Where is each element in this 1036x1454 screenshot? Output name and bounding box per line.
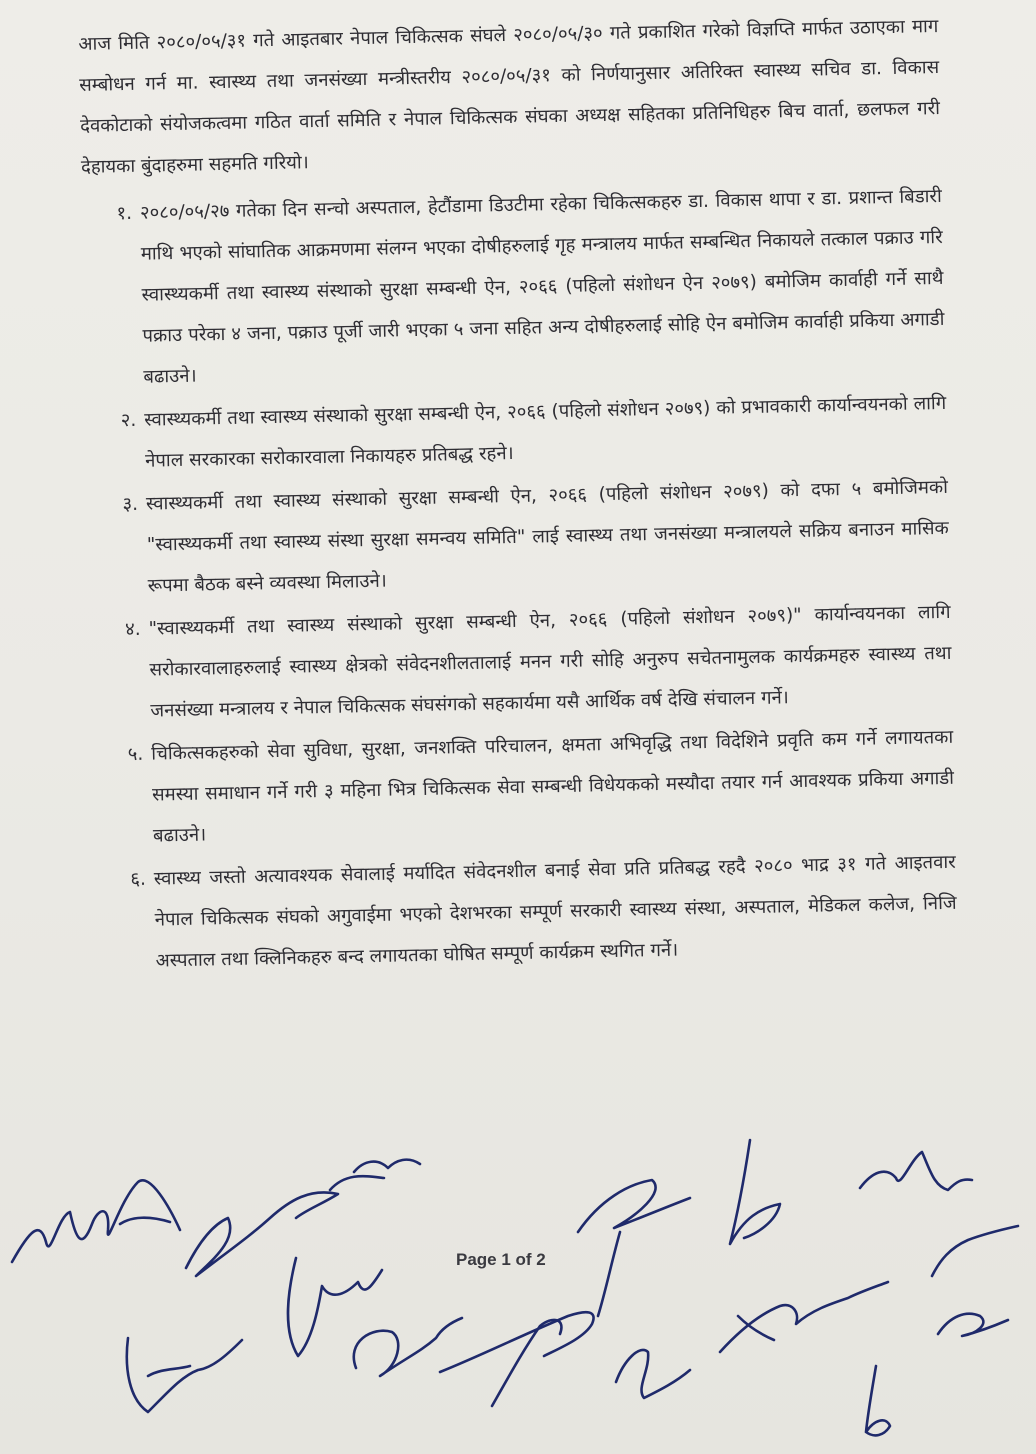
point-text: स्वास्थ्यकर्मी तथा स्वास्थ्य संस्थाको सुरक्षा सम्बन्धी ऐन, २०६६ (पहिलो संशोधन २०७९) को दफा ५ बमोजिमको "स्वास्थ्यकर्मी तथा स्वास्थ्य संस्था सुरक्षा समन्वय समिति" लाई स्वास्थ्य तथा जनसंख्या मन्त्रालयले सक्रिय बनाउन मासिक रूपमा बैठक बस्ने व्यवस्था मिलाउने। <box>145 476 949 597</box>
agreement-points <box>82 176 958 983</box>
signature-5 <box>127 1338 242 1412</box>
list-item <box>82 176 946 399</box>
signature-13 <box>866 1366 890 1435</box>
signature-2 <box>186 1176 384 1276</box>
signature-14 <box>932 1226 1018 1336</box>
list-item <box>88 467 950 608</box>
signature-12 <box>720 1282 888 1352</box>
point-text: "स्वास्थ्यकर्मी तथा स्वास्थ्य संस्थाको सुरक्षा सम्बन्धी ऐन, २०६६ (पहिलो संशोधन २०७९)" कार्यान्वयनका लागि सरोकारवालाहरुलाई स्वास्थ्य क्षेत्रको संवेदनशीलतालाई मनन गरी सोहि अनुरुप सचेतनामुलक कार्यक्रमहरु स्वास्थ्य तथा जनसंख्या मन्त्रालय र नेपाल चिकित्सक संघसंगको सहकार्यमा यसै आर्थिक वर्ष देखि संचालन गर्ने। <box>148 601 952 722</box>
intro-paragraph: आज मिति २०८०/०५/३१ गते आइतबार नेपाल चिकित्सक संघले २०८०/०५/३० गते प्रकाशित गरेको विज्ञप्ति मार्फत उठाएका माग सम्बोधन गर्न मा. स्वास्थ्य तथा जनसंख्या मन्त्रीस्तरीय २०८०/०५/३१ को निर्णयानुसार अतिरिक्त स्वास्थ्य सचिव डा. विकास देवकोटाको संयोजकत्वमा गठित वार्ता समिति र नेपाल चिकित्सक संघका अध्यक्ष सहितका प्रतिनिधिहरु बिच वार्ता, छलफल गरी देहायका बुंदाहरुमा सहमति गरियो। <box>78 15 941 178</box>
point-number: ३. <box>122 493 139 516</box>
point-number: १. <box>116 202 133 225</box>
list-item <box>86 383 948 483</box>
point-number: ५. <box>127 743 144 766</box>
page-number: Page 1 of 2 <box>456 1250 546 1269</box>
signatures-area <box>0 1120 1036 1454</box>
signature-9 <box>730 1140 780 1244</box>
signature-7 <box>440 1312 594 1406</box>
signature-10 <box>860 1152 972 1190</box>
signature-4 <box>288 1258 382 1356</box>
point-text: स्वास्थ्यकर्मी तथा स्वास्थ्य संस्थाको सुरक्षा सम्बन्धी ऐन, २०६६ (पहिलो संशोधन २०७९) को प्रभावकारी कार्यान्वयनको लागि नेपाल सरकारका सरोकारवाला निकायहरु प्रतिबद्ध रहने। <box>144 392 947 472</box>
point-text: २०८०/०५/२७ गतेका दिन सन्चो अस्पताल, हेटौंडामा डिउटीमा रहेका चिकित्सकहरु डा. विकास थापा र डा. प्रशान्त बिडारी माथि भएको सांघातिक आक्रमणमा संलग्न भएका दोषीहरुलाई गृह मन्त्रालय मार्फत सम्बन्धित निकायले तत्काल पक्राउ गरि स्वास्थ्यकर्मी तथा स्वास्थ्य संस्थाको सुरक्षा सम्बन्धी ऐन, २०६६ (पहिलो संशोधन ऐन २०७९) बमोजिम कार्वाही गर्ने साथै पक्राउ परेका ४ जना, पक्राउ पूर्जी जारी भएका ५ जना सहित अन्य दोषीहरुलाई सोहि ऐन बमोजिम कार्वाही प्रकिया अगाडी बढाउने। <box>139 185 945 388</box>
document-body <box>78 6 958 985</box>
point-number: ६. <box>130 868 147 891</box>
point-number: ४. <box>124 618 141 641</box>
signature-8 <box>578 1180 690 1316</box>
list-item <box>90 592 952 733</box>
signature-11 <box>616 1350 690 1398</box>
signature-6 <box>354 1318 462 1376</box>
signature-1 <box>12 1180 180 1262</box>
point-number: २. <box>120 409 137 432</box>
list-item <box>93 717 955 858</box>
list-item <box>96 842 958 983</box>
signature-3 <box>354 1160 420 1172</box>
point-text: चिकित्सकहरुको सेवा सुविधा, सुरक्षा, जनशक्ति परिचालन, क्षमता अभिवृद्धि तथा विदेशिने प्रवृति कम गर्ने लगायतका समस्या समाधान गर्ने गरी ३ महिना भित्र चिकित्सक सेवा सम्बन्धी विधेयकको मस्यौदा तयार गर्न आवश्यक प्रकिया अगाडी बढाउने। <box>151 726 955 847</box>
point-text: स्वास्थ्य जस्तो अत्यावश्यक सेवालाई मर्यादित संवेदनशील बनाई सेवा प्रति प्रतिबद्ध रहदै २०८० भाद्र ३१ गते आइतवार नेपाल चिकित्सक संघको अगुवाईमा भएको देशभरका सम्पूर्ण सरकारी स्वास्थ्य संस्था, अस्पताल, मेडिकल कलेज, निजि अस्पताल तथा क्लिनिकहरु बन्द लगायतका घोषित सम्पूर्ण कार्यक्रम स्थगित गर्ने। <box>153 851 957 972</box>
